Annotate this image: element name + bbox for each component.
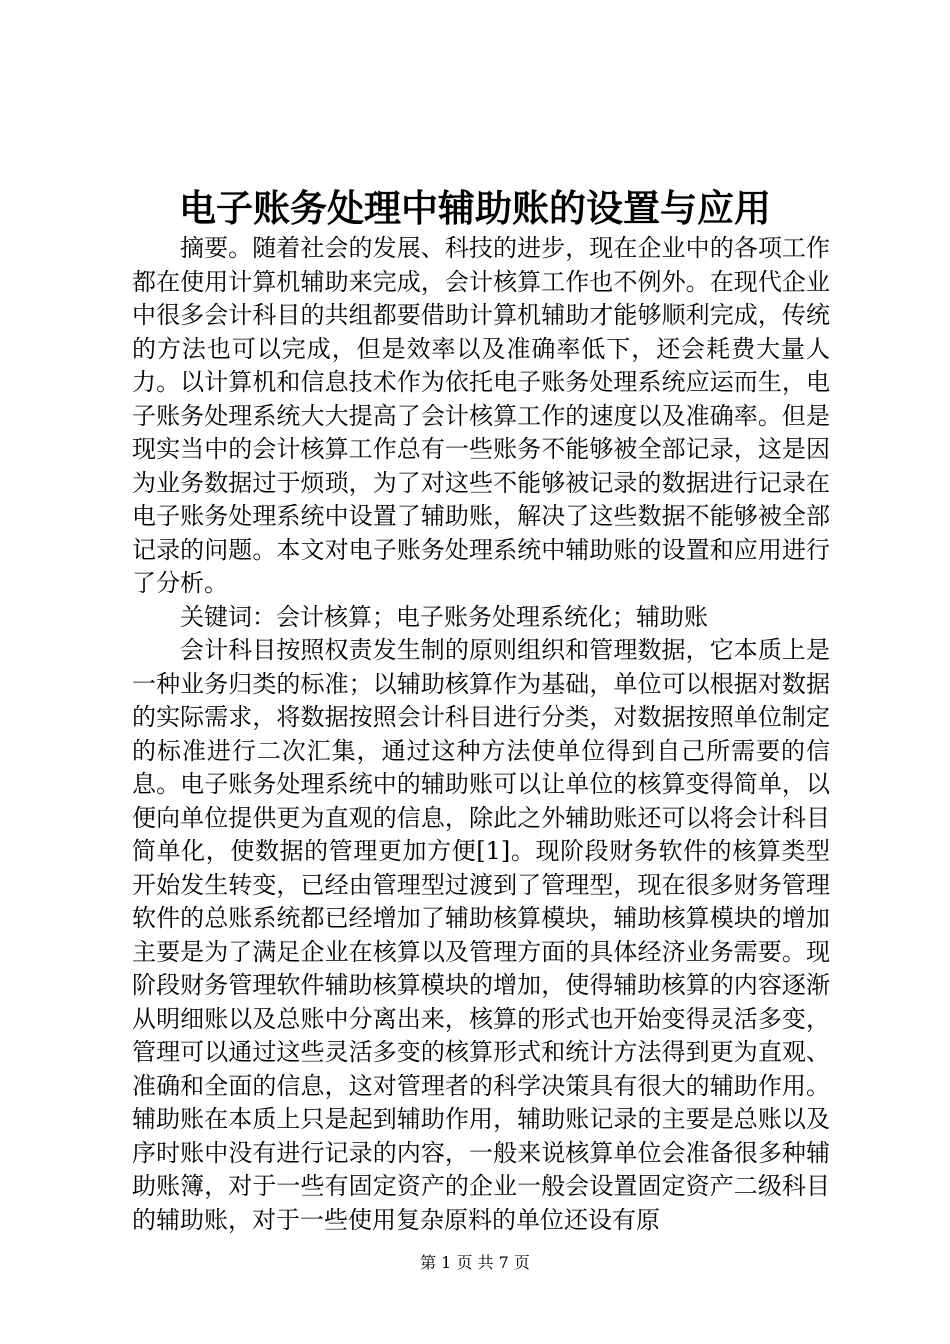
page-number-footer: 第 1 页 共 7 页 (420, 1253, 530, 1272)
body-paragraph: 会计科目按照权责发生制的原则组织和管理数据，它本质上是一种业务归类的标准；以辅助核算作为基础，单位可以根据对数据的实际需求，将数据按照会计科目进行分类，对数据按照单位制定的标准进行二次汇集，通过这种方法使单位得到自己所需要的信息。电子账务处理系统中的辅助账可以让单位的核算变得简单，以便向单位提供更为直观的信息，除此之外辅助账还可以将会计科目简单化，使数据的管理更加方便[1]。现阶段财务软件的核算类型开始发生转变，已经由管理型过渡到了管理型，现在很多财务管理软件的总账系统都已经增加了辅助核算模块，辅助核算模块的增加主要是为了满足企业在核算以及管理方面的具体经济业务需要。现阶段财务管理软件辅助核算模块的增加，使得辅助核算的内容逐渐从明细账以及总账中分离出来，核算的形式也开始变得灵活多变，管理可以通过这些灵活多变的核算形式和统计方法得到更为直观、准确和全面的信息，这对管理者的科学决策具有很大的辅助作用。辅助账在本质上只是起到辅助作用，辅助账记录的主要是总账以及序时账中没有进行记录的内容，一般来说核算单位会准备很多种辅助账簿，对于一些有固定资产的企业一般会设置固定资产二级科目的辅助账，对于一些使用复杂原料的单位还设有原 (132, 636, 830, 1234)
keywords-paragraph: 关键词：会计核算；电子账务处理系统化；辅助账 (180, 602, 708, 631)
document-title: 电子账务处理中辅助账的设置与应用 (179, 186, 771, 230)
document-body (132, 232, 830, 1237)
abstract-paragraph: 摘要。随着社会的发展、科技的进步，现在企业中的各项工作都在使用计算机辅助来完成，会计核算工作也不例外。在现代企业中很多会计科目的共组都要借助计算机辅助才能够顺利完成，传统的方法也可以完成，但是效率以及准确率低下，还会耗费大量人力。以计算机和信息技术作为依托电子账务处理系统应运而生，电子账务处理系统大大提高了会计核算工作的速度以及准确率。但是现实当中的会计核算工作总有一些账务不能够被全部记录，这是因为业务数据过于烦琐，为了对这些不能够被记录的数据进行记录在电子账务处理系统中设置了辅助账，解决了这些数据不能够被全部记录的问题。本文对电子账务处理系统中辅助账的设置和应用进行了分析。 (132, 234, 830, 597)
